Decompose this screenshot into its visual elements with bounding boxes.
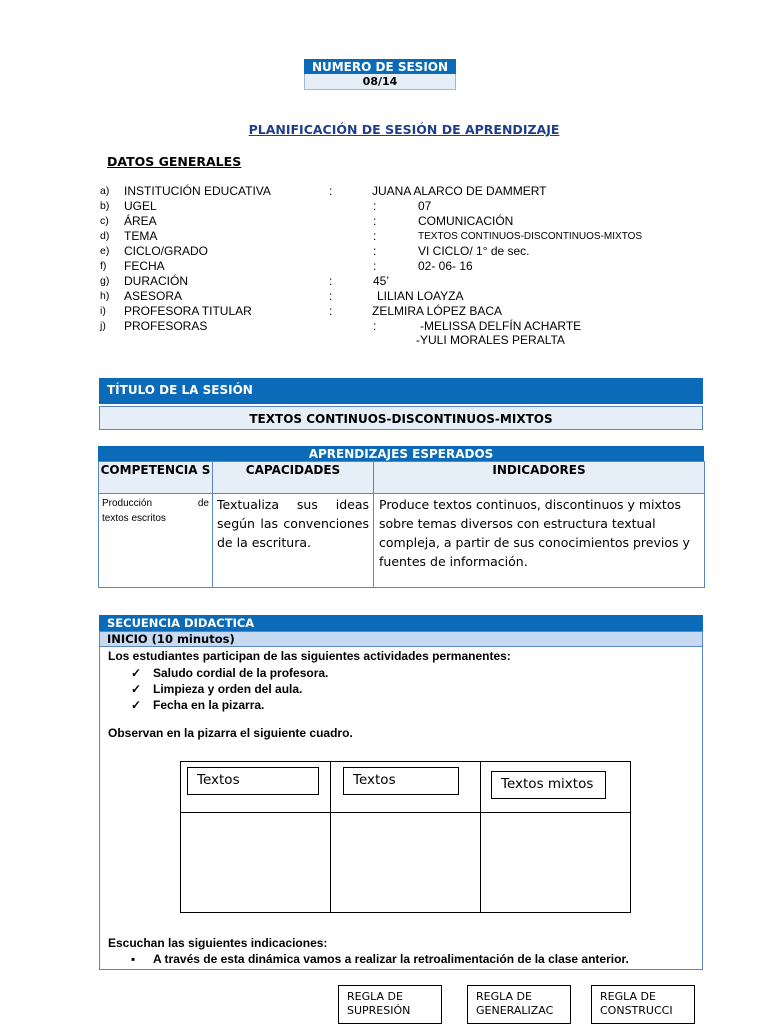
session-title-heading: TÍTULO DE LA SESIÓN — [99, 378, 703, 404]
general-data-heading: DATOS GENERALES — [107, 154, 242, 169]
item-label: INSTITUCIÓN EDUCATIVA — [124, 184, 271, 198]
item-label: TEMA — [124, 229, 158, 243]
item-label: UGEL — [124, 199, 157, 213]
list-item-text: A través de esta dinámica vamos a realizar la retroalimentación de la clase anterior. — [153, 952, 629, 966]
inicio-heading: INICIO (10 minutos) — [99, 631, 703, 647]
list-item — [131, 682, 302, 696]
check-icon: ✓ — [131, 666, 142, 680]
item-colon: : — [373, 319, 377, 333]
header-indicadores: INDICADORES — [374, 462, 705, 494]
session-number-value: 08/14 — [304, 74, 456, 90]
bullet-icon: ▪ — [131, 952, 136, 966]
item-letter: g) — [100, 275, 110, 287]
list-item — [131, 666, 328, 680]
item-label: ÁREA — [124, 214, 157, 228]
item-label: ASESORA — [124, 289, 183, 303]
instructions-heading: Escuchan las siguientes indicaciones: — [108, 936, 328, 950]
item-label: PROFESORAS — [124, 319, 208, 333]
list-item-text: Limpieza y orden del aula. — [153, 682, 303, 696]
item-colon: : — [373, 259, 377, 273]
rule-box-construccion: REGLA DE CONSTRUCCI — [591, 985, 695, 1024]
list-item — [131, 952, 629, 966]
item-letter: f) — [100, 260, 107, 272]
item-letter: a) — [100, 185, 110, 197]
item-colon: : — [373, 199, 377, 213]
expected-learning-heading: APRENDIZAJES ESPERADOS — [98, 446, 704, 462]
item-value: JUANA ALARCO DE DAMMERT — [372, 184, 547, 198]
item-value: -MELISSA DELFÍN ACHARTE — [420, 319, 582, 333]
item-colon: : — [373, 244, 377, 258]
item-letter: i) — [100, 305, 106, 317]
item-value: 07 — [418, 199, 432, 213]
competencia-line: Producción de — [102, 498, 209, 509]
activities-intro: Los estudiantes participan de las siguientes actividades permanentes: — [108, 649, 511, 663]
board-label-textos-continuos: Textos — [187, 767, 319, 795]
cell-indicador: Produce textos continuos, discontinuos y mixtos sobre temas diversos con estructura textual compleja, a partir de sus conocimientos previos y fuentes de información. — [374, 494, 705, 588]
rule-box-supresion: REGLA DE SUPRESIÓN — [338, 985, 442, 1024]
board-divider — [181, 812, 630, 813]
item-label: PROFESORA TITULAR — [124, 304, 252, 318]
board-label-textos-mixtos: Textos mixtos — [491, 771, 606, 799]
board-label-textos-discontinuos: Textos — [343, 767, 459, 795]
competencia-line: textos escritos — [102, 513, 166, 524]
list-item — [131, 698, 264, 712]
item-value: 45’ — [373, 274, 390, 288]
item-value: 02- 06- 16 — [418, 259, 473, 273]
cell-capacidad: Textualiza sus ideas según las convenciones de la escritura. — [213, 494, 374, 588]
item-label: CICLO/GRADO — [124, 244, 209, 258]
item-colon: : — [329, 304, 333, 318]
session-number-box — [304, 59, 456, 90]
item-colon: : — [373, 229, 377, 243]
list-item-text: Saludo cordial de la profesora. — [153, 666, 329, 680]
item-colon: : — [329, 274, 333, 288]
item-colon: : — [329, 289, 333, 303]
item-value: VI CICLO/ 1° de sec. — [418, 244, 530, 258]
expected-learning-table — [98, 461, 705, 588]
board-table — [180, 761, 631, 913]
item-label: DURACIÓN — [124, 274, 189, 288]
item-value: ZELMIRA LÓPEZ BACA — [372, 304, 503, 318]
list-item-text: Fecha en la pizarra. — [153, 698, 265, 712]
table-row — [99, 494, 705, 588]
item-letter: c) — [100, 215, 109, 227]
didactic-sequence-heading: SECUENCIA DIDACTICA — [99, 615, 703, 631]
item-letter: j) — [100, 320, 106, 332]
item-label: FECHA — [124, 259, 165, 273]
general-item-profesoras-extra: -YULI MORALES PERALTA — [416, 333, 565, 347]
item-letter: d) — [100, 230, 110, 242]
item-letter: h) — [100, 290, 110, 302]
item-value: COMUNICACIÓN — [418, 214, 514, 228]
board-divider — [330, 762, 331, 912]
header-competencias: COMPETENCIA S — [99, 462, 213, 494]
observe-board-text: Observan en la pizarra el siguiente cuadro. — [108, 726, 353, 740]
check-icon: ✓ — [131, 682, 142, 696]
board-divider — [480, 762, 481, 912]
document-title: PLANIFICACIÓN DE SESIÓN DE APRENDIZAJE — [248, 122, 560, 137]
item-letter: b) — [100, 200, 110, 212]
item-value: LILIAN LOAYZA — [377, 289, 464, 303]
table-header-row — [99, 462, 705, 494]
header-capacidades: CAPACIDADES — [213, 462, 374, 494]
item-letter: e) — [100, 245, 110, 257]
session-title-value: TEXTOS CONTINUOS-DISCONTINUOS-MIXTOS — [99, 406, 703, 430]
rule-box-generalizacion: REGLA DE GENERALIZAC — [467, 985, 571, 1024]
check-icon: ✓ — [131, 698, 142, 712]
cell-competencia — [99, 494, 213, 588]
session-number-label: NUMERO DE SESION — [304, 59, 456, 74]
item-colon: : — [373, 214, 377, 228]
item-colon: : — [329, 184, 333, 198]
item-value: TEXTOS CONTINUOS-DISCONTINUOS-MIXTOS — [418, 231, 643, 242]
